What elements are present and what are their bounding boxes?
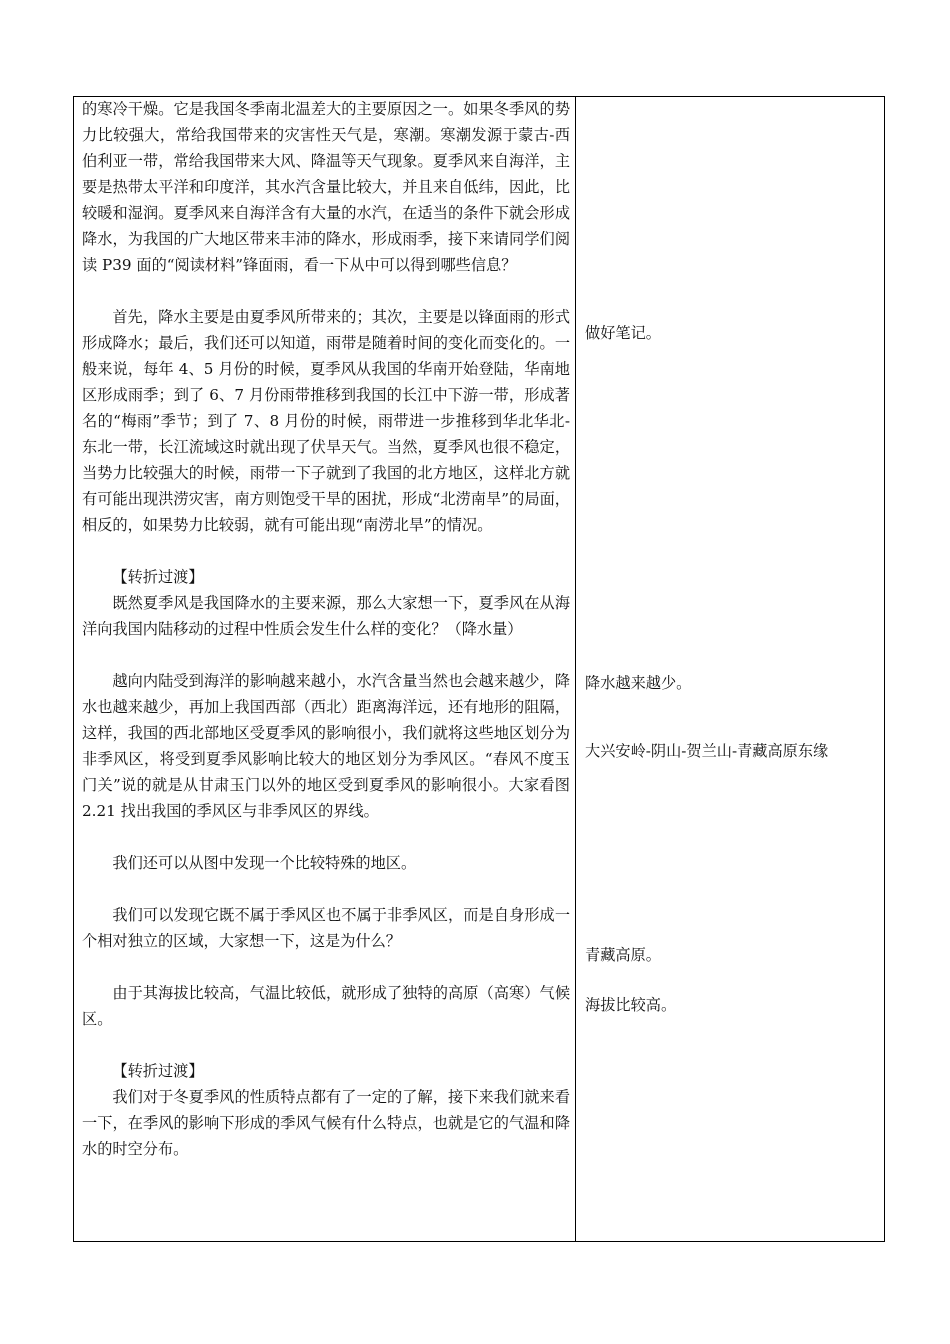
- student-note: 做好笔记。: [585, 324, 661, 342]
- paragraph: 我们还可以从图中发现一个比较特殊的地区。: [112, 854, 417, 872]
- paragraph: 的寒冷干燥。它是我国冬季南北温差大的主要原因之一。如果冬季风的势力比较强大，常给我国带来的灾害性天气是，寒潮。寒潮发源于蒙古-西伯利亚一带，常给我国带来大风、降温等天气现象。夏季风来自海洋，主要是热带太平洋和印度洋，其水汽含量比较大，并且来自低纬，因此，比较暖和湿润。夏季风来自海洋含有大量的水汽，在适当的条件下就会形成降水，为我国的广大地区带来丰沛的降水，形成雨季，接下来请同学们阅读 P39 面的“阅读材料”锋面雨，看一下从中可以得到哪些信息？: [82, 100, 570, 274]
- student-note: 大兴安岭-阴山-贺兰山-青藏高原东缘: [585, 742, 829, 760]
- paragraph: 我们对于冬夏季风的性质特点都有了一定的了解，接下来我们就来看一下，在季风的影响下形成的季风气候有什么特点，也就是它的气温和降水的时空分布。: [82, 1088, 570, 1158]
- paragraph: 既然夏季风是我国降水的主要来源，那么大家想一下，夏季风在从海洋向我国内陆移动的过程中性质会发生什么样的变化？（降水量）: [82, 594, 570, 638]
- paragraph: 我们可以发现它既不属于季风区也不属于非季风区，而是自身形成一个相对独立的区域，大家想一下，这是为什么？: [82, 906, 570, 950]
- paragraph: 首先，降水主要是由夏季风所带来的；其次，主要是以锋面雨的形式形成降水；最后，我们还可以知道，雨带是随着时间的变化而变化的。一般来说，每年 4、5 月份的时候，夏季风从我国的华南开始登陆，华南地区形成雨季；到了 6、7 月份雨带推移到我国的长江中下游一带，形成著名的“梅雨”季节；到了 7、8 月份的时候，雨带进一步推移到华北华北-东北一带，长江流域这时就出现了伏旱天气。当然，夏季风也很不稳定，当势力比较强大的时候，雨带一下子就到了我国的北方地区，这样北方就有可能出现洪涝灾害，南方则饱受干旱的困扰，形成“北涝南旱”的局面，相反的，如果势力比较弱，就有可能出现“南涝北旱”的情况。: [82, 308, 570, 534]
- paragraph: 由于其海拔比较高，气温比较低，就形成了独特的高原（高寒）气候区。: [82, 984, 570, 1028]
- paragraph: 越向内陆受到海洋的影响越来越小，水汽含量当然也会越来越少，降水也越来越少，再加上我国西部（西北）距离海洋远，还有地形的阻隔，这样，我国的西北部地区受夏季风的影响很小，我们就将这些地区划分为非季风区，将受到夏季风影响比较大的地区划分为季风区。“春风不度玉门关”说的就是从甘肃玉门以外的地区受到夏季风的影响很小。大家看图 2.21 找出我国的季风区与非季风区的界线。: [82, 672, 570, 820]
- student-note: 海拔比较高。: [585, 996, 677, 1014]
- section-heading: 【转折过渡】: [112, 1062, 204, 1080]
- student-note: 青藏高原。: [585, 946, 661, 964]
- teacher-activity-column: [82, 96, 570, 1162]
- column-divider: [575, 96, 576, 1242]
- student-note: 降水越来越少。: [585, 674, 692, 692]
- section-heading: 【转折过渡】: [112, 568, 204, 586]
